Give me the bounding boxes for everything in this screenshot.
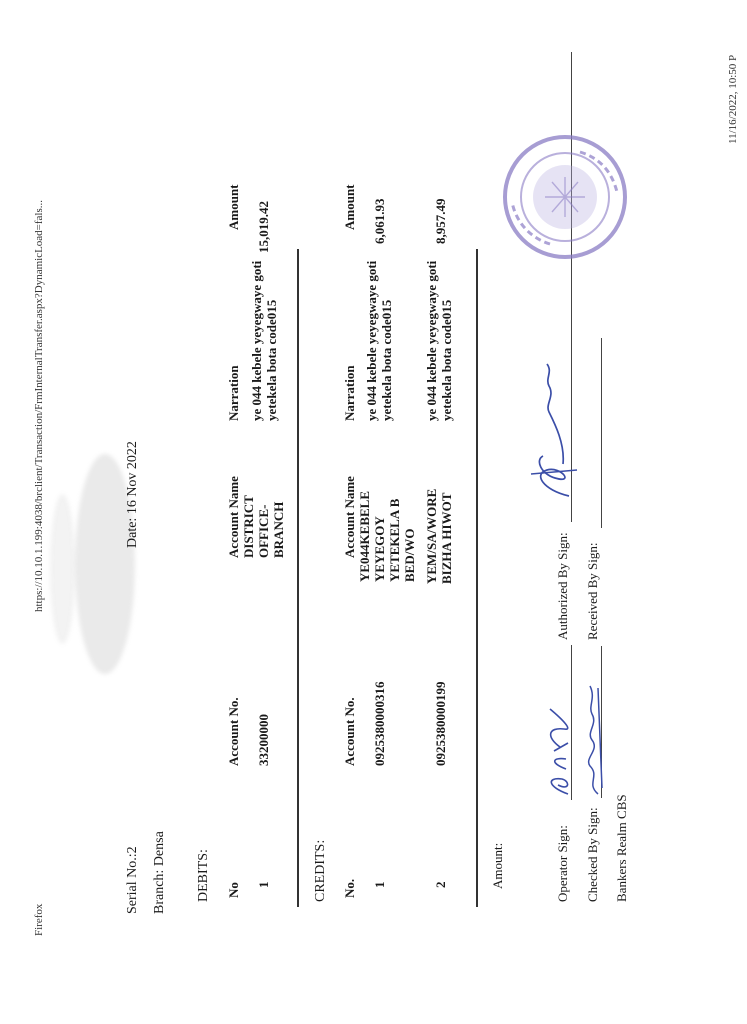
page-url: https://10.10.1.199:4038/brclient/Transaction/FrmInternalTransfer.aspx?DynamicLoad=fals... [33,199,45,612]
debits-header-account-name: Account Name [226,476,241,558]
scan-smudge [50,494,75,644]
debit-row-account-name: DISTRICT OFFICE-BRANCH [241,495,286,558]
credit-row-no: 2 [433,881,448,888]
credits-header-no: No. [342,878,357,898]
bank-stamp-icon [500,132,630,262]
debits-divider [297,249,299,907]
credits-divider [476,249,478,907]
operator-signature [540,629,580,799]
debit-row-account-no: 33200000 [256,714,271,766]
credit-row-narration: ye 044 kebele yeyegwaye goti yetekela bota code015 [424,260,454,421]
browser-app-name: Firefox [33,903,45,936]
credit-row-account-no: 0925380000316 [372,681,387,766]
operator-sign-label: Operator Sign: [555,825,570,902]
transaction-date: Date: 16 Nov 2022 [125,441,140,548]
credit-row-amount: 6,061.93 [372,198,387,244]
amount-label: Amount: [490,842,505,889]
authorized-signature [525,354,585,504]
system-name: Bankers Realm CBS [614,794,629,902]
credits-title: CREDITS: [313,839,328,902]
debit-row-narration: ye 044 kebele yeyegwaye goti yetekela bota code015 [249,260,279,421]
print-datetime: 11/16/2022, 10:50 P [727,54,739,144]
debits-title: DEBITS: [196,849,211,902]
debit-row-no: 1 [256,881,271,888]
credit-row-account-no: 0925380000199 [433,681,448,766]
checked-signature [580,678,608,798]
credit-row-account-name: YE044KEBELE YEYEGOY YETEKELA B BED/WO [357,490,417,582]
debits-header-no: No [226,882,241,898]
credit-row-narration: ye 044 kebele yeyegwaye goti yetekela bota code015 [364,260,394,421]
credit-row-amount: 8,957.49 [433,198,448,244]
credit-row-no: 1 [372,881,387,888]
credits-header-account-no: Account No. [342,697,357,766]
debits-header-amount: Amount [226,184,241,230]
credits-header-account-name: Account Name [342,476,357,558]
received-sign-line [601,338,602,528]
debits-header-account-no: Account No. [226,697,241,766]
received-sign-label: Received By Sign: [585,542,600,640]
debit-row-amount: 15,019.42 [256,201,271,253]
credits-header-amount: Amount [342,184,357,230]
credit-row-account-name: YEM/SA/WORE BIZHA HIWOT [424,488,454,584]
checked-sign-label: Checked By Sign: [585,807,600,902]
branch-name: Branch: Densa [152,831,167,914]
serial-number: Serial No.:2 [125,846,140,914]
debits-header-narration: Narration [226,365,241,421]
credits-header-narration: Narration [342,365,357,421]
authorized-sign-label: Authorized By Sign: [555,532,570,640]
